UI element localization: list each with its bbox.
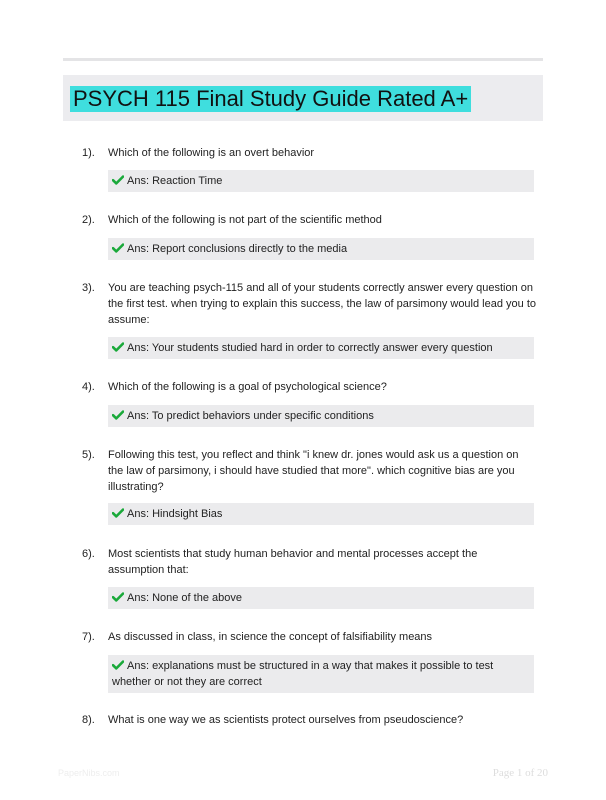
question-number: 6).: [82, 548, 95, 560]
question-text: As discussed in class, in science the concept of falsifiability means: [108, 631, 433, 643]
question-number: 2).: [82, 214, 95, 226]
question-text: Which of the following is a goal of psychological science?: [108, 381, 387, 393]
question-text: Which of the following is not part of the scientific method: [108, 214, 382, 226]
answer-box: [108, 337, 534, 359]
answer-box: [108, 405, 534, 427]
answer-text: Ans: Your students studied hard in order to correctly answer every question: [127, 342, 493, 354]
question-number: 1).: [82, 147, 95, 159]
answer-text: Ans: Hindsight Bias: [127, 508, 223, 520]
question-text: What is one way we as scientists protect ourselves from pseudoscience?: [108, 714, 464, 726]
top-rule: [63, 58, 543, 61]
check-icon: [112, 508, 124, 518]
question-number: 3).: [82, 282, 95, 294]
answer-box: [108, 170, 534, 192]
answer-text: Ans: explanations must be structured in a way that makes it possible to test whether or not they are correct: [112, 660, 494, 688]
check-icon: [112, 243, 124, 253]
question-number: 4).: [82, 381, 95, 393]
page-number: Page 1 of 20: [492, 767, 548, 779]
answer-box: [108, 587, 534, 609]
answer-box: [108, 238, 534, 260]
answer-box: [108, 503, 534, 525]
question-number: 5).: [82, 449, 95, 461]
question-text: Which of the following is an overt behavior: [108, 147, 315, 159]
answer-text: Ans: Report conclusions directly to the media: [127, 243, 348, 255]
answer-text: Ans: To predict behaviors under specific conditions: [127, 410, 374, 422]
question-text: Most scientists that study human behavior and mental processes accept the assumption that:: [108, 548, 478, 576]
check-icon: [112, 410, 124, 420]
page-title: PSYCH 115 Final Study Guide Rated A+: [70, 86, 471, 112]
check-icon: [112, 660, 124, 670]
question-number: 8).: [82, 714, 95, 726]
check-icon: [112, 175, 124, 185]
check-icon: [112, 592, 124, 602]
answer-text: Ans: None of the above: [127, 592, 242, 604]
footer-watermark: PaperNibs.com: [58, 768, 120, 778]
question-text: You are teaching psych-115 and all of your students correctly answer every question on the first test. when trying to explain this success, the law of parsimony would lead you to assume:: [108, 282, 536, 326]
answer-text: Ans: Reaction Time: [127, 175, 223, 187]
question-text: Following this test, you reflect and think "i knew dr. jones would ask us a question on the law of parsimony, i should have studied that more". which cognitive bias are you illustrating?: [108, 449, 519, 493]
question-number: 7).: [82, 631, 95, 643]
answer-box: [108, 655, 534, 693]
check-icon: [112, 342, 124, 352]
